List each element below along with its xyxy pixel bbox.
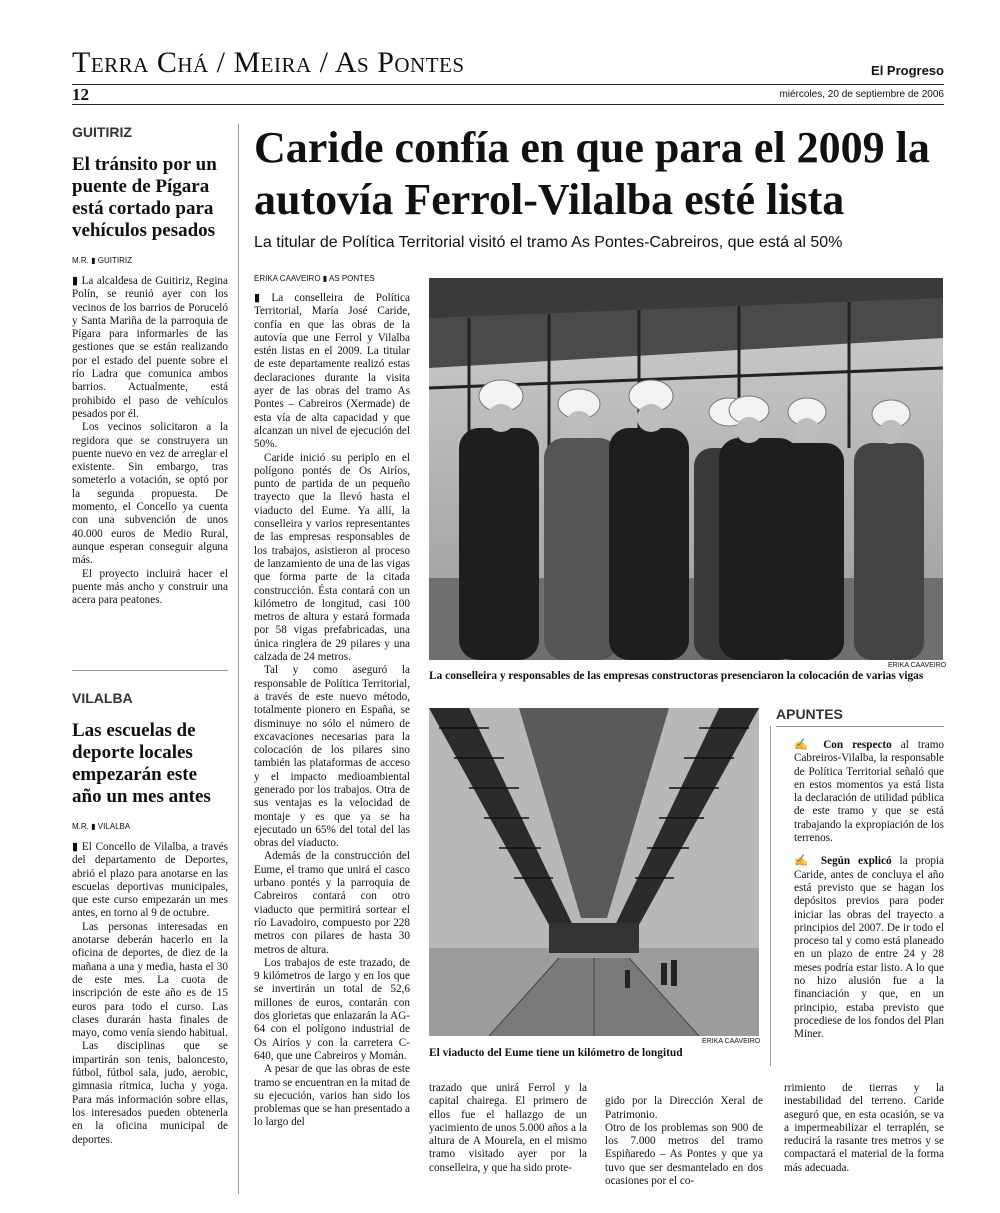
- paragraph: El proyecto incluirá hacer el puente más ancho y construir una acera para peatones.: [72, 567, 228, 607]
- section-label: GUITIRIZ: [72, 124, 132, 140]
- side-body: [72, 841, 228, 1147]
- main-byline: ERIKA CAAVEIRO ▮ AS PONTES: [254, 274, 375, 283]
- apuntes-item: [794, 739, 944, 845]
- paragraph: ▮ La alcaldesa de Guitiriz, Regina Polín, se reunió ayer con los vecinos de los barrios de Poruceló y Santa Mariña de la parroquia de Pígara para informarles de las gestiones que se están realizando por el estado del puente sobre el río Ladra que comunica ambos barrios. Actualmente, está prohibido el paso de vehículos pesados por él.: [72, 275, 228, 420]
- apuntes-text: la propia Caride, antes de concluya el año está previsto que se hagan los depósitos previos para poder iniciar las obras del trayecto a principios del 2007. De ir todo el proceso tal y como está planeado en un plazo de entre 24 y 28 meses podría estar listo. A lo que no hizo alusión fue a la financiación y que, en un principio, estaba previsto que procediese de los fondos del Plan Miner.: [794, 855, 945, 1041]
- main-column-1: [254, 292, 410, 1130]
- header-rule-bottom: [72, 104, 944, 105]
- side-byline: M.R. ▮ GUITIRIZ: [72, 256, 132, 265]
- side-headline: Las escuelas de deporte locales empezarán este año un mes antes: [72, 720, 211, 807]
- photo-visit-image: [429, 278, 943, 660]
- apuntes-item: [794, 855, 944, 1041]
- main-column-3: [605, 1082, 763, 1202]
- photo-credit: ERIKA CAAVEIRO: [702, 1038, 761, 1045]
- paragraph: Además de la construcción del Eume, el tramo que unirá el casco urbano pontés y la parroquia de Cabreiros contará con otro viaducto que permitirá sortear el río Lavadoiro, compuesto por 228 metros con pilares de hasta 30 metros de altura.: [254, 850, 410, 956]
- paragraph: rrimiento de tierras y la inestabilidad del terreno. Caride aseguró que, en esta ocasión, se va a impermeabilizar el terraplén, se reducirá la rasante tres metros y se compactará el material de la forma más adecuada.: [784, 1082, 944, 1174]
- apuntes-text: al tramo Cabreiros-Vilalba, la responsable de Política Territorial señaló que en estos momentos ya está lista la declaración de utilidad pública de este tramo y que se está trabajando la expropiación de los terrenos.: [794, 739, 944, 845]
- paragraph: Las disciplinas que se impartirán son tenis, baloncesto, fútbol, fútbol sala, judo, aerobic, gimnasia rítmica, lucha y yoga. Para más información sobre ellas, los interesados pueden obtenerla en la oficina municipal de deportes.: [72, 1040, 228, 1146]
- photo-viaduct: [429, 708, 759, 1036]
- paragraph: trazado que unirá Ferrol y la capital chairega. El primero de ellos fue el hallazgo de un yacimiento de unos 5.000 años a la altura de A Mourela, en el mismo tramo visitado ayer por la conselleira, y que ha sido prote-: [429, 1082, 587, 1174]
- page-number: 12: [72, 85, 89, 104]
- apuntes-rule: [776, 726, 944, 727]
- photo-caption: El viaducto del Eume tiene un kilómetro de longitud: [429, 1047, 683, 1059]
- main-headline: Caride confía en que para el 2009 la autovía Ferrol-Vilalba esté lista: [254, 123, 930, 224]
- main-column-2: [429, 1082, 587, 1175]
- photo-visit: [429, 278, 943, 660]
- column-divider: [238, 124, 239, 1194]
- apuntes-side-rule: [770, 726, 771, 1066]
- apuntes-lead: ✍ Con respecto: [794, 739, 892, 751]
- side-body: [72, 275, 228, 607]
- side-divider: [72, 670, 228, 671]
- photo-caption: La conselleira y responsables de las empresas constructoras presenciaron la colocación de varias vigas: [429, 670, 924, 682]
- side-headline: El tránsito por un puente de Pígara está cortado para vehículos pesados: [72, 154, 217, 241]
- paragraph: gido por la Dirección Xeral de Patrimonio. Otro de los problemas son 900 de los 7.000 metros del tramo Espiñaredo – As Pontes y que ya tuvo que ser desmantelado en dos ocasiones por el co-: [605, 1095, 763, 1188]
- section-label: VILALBA: [72, 690, 133, 706]
- paragraph: Tal y como aseguró la responsable de Política Territorial, a través de este nuevo método, totalmente pionero en España, se disminuye no sólo el número de excavaciones necesarias para la colocación de los pilares sino también las plataformas de acceso y el impacto medioambiental generado por los trabajos. Otra de sus ventajas es la velocidad de montaje y es que ya se ha ejecutado un 65% del total del las obras del viaducto.: [254, 664, 410, 850]
- apuntes-lead: ✍ Según explicó: [794, 855, 892, 868]
- main-column-4: [784, 1082, 944, 1175]
- paragraph: Los vecinos solicitaron a la regidora que se construyera un puente nuevo en vez de arreglar el existente. Sin embargo, tras someterlo a votación, se optó por la segunda propuesta. De momento, el Concello ya cuenta con una subvención de unos 40.000 euros de Medio Rural, aunque esperan conseguir alguna más.: [72, 421, 228, 567]
- paragraph: Los trabajos de este trazado, de 9 kilómetros de largo y en los que se invertirán un total de 52,6 millones de euros, contarán con dos glorietas que enlazarán la AG-64 con el polígono industrial de Os Airíos y con la carretera C-640, que une Cabreiros y Momán.: [254, 956, 410, 1062]
- issue-date: miércoles, 20 de septiembre de 2006: [779, 89, 944, 100]
- paragraph: A pesar de que las obras de este tramo se encuentran en la mitad de su ejecución, varios han sido los problemas que se han presentado a lo largo del: [254, 1063, 410, 1129]
- newspaper-name: El Progreso: [871, 63, 944, 78]
- header-rule: [72, 84, 944, 85]
- side-article-vilalba: [72, 690, 228, 1147]
- photo-credit: ERIKA CAAVEIRO: [888, 662, 947, 669]
- apuntes-title: APUNTES: [776, 706, 843, 722]
- paragraph: ▮ El Concello de Vilalba, a través del departamento de Deportes, abrió el plazo para anotarse en las escuelas deportivas municipales, que este curso empezarán un mes antes, en torno al 9 de octubre.: [72, 841, 228, 920]
- section-title: Terra Chá / Meira / As Pontes: [72, 46, 465, 79]
- photo-viaduct-image: [429, 708, 759, 1036]
- apuntes-box: [776, 706, 944, 1042]
- paragraph: Las personas interesadas en anotarse deberán hacerlo en la oficina de deportes, de diez de la mañana a una y media, hasta el 30 de este mes. La cuota de inscripción de este año es de 15 euros para todo el curso. Las clases durarán hasta finales de mayo, como venía siendo habitual.: [72, 920, 228, 1040]
- main-subhead: La titular de Política Territorial visitó el tramo As Pontes-Cabreiros, que está al 50%: [254, 234, 843, 251]
- side-byline: M.R. ▮ VILALBA: [72, 822, 131, 831]
- paragraph: ▮ La conselleira de Política Territorial, María José Caride, confía en que las obras de la autovía que une Ferrol y Vilalba estén listas en el 2009. La titular de este departamente realizó estas declaraciones durante la visita ayer de las obras del tramo As Pontes – Cabreiros (Xermade) de esta vía de alta capacidad y que alcanzan un nivel de ejecución del 50%.: [254, 292, 410, 451]
- side-article-guitiriz: [72, 124, 228, 607]
- paragraph: Caride inició su periplo en el polígono pontés de Os Airíos, punto de partida de un pequeño trayecto que la llevó hasta el viaducto del Eume. Ya allí, la conselleira y varios representantes de las empresas responsables de los trabajos, asistieron al proceso de lanzamiento de una de las vigas que forma parte de la citada construcción. Ésta contará con un kilómetro de longitud, casi 100 metros de altura y estará formada por 58 vigas prefabricadas, una única ringlera de 29 pilares y una calzada de 24 metros.: [254, 451, 410, 664]
